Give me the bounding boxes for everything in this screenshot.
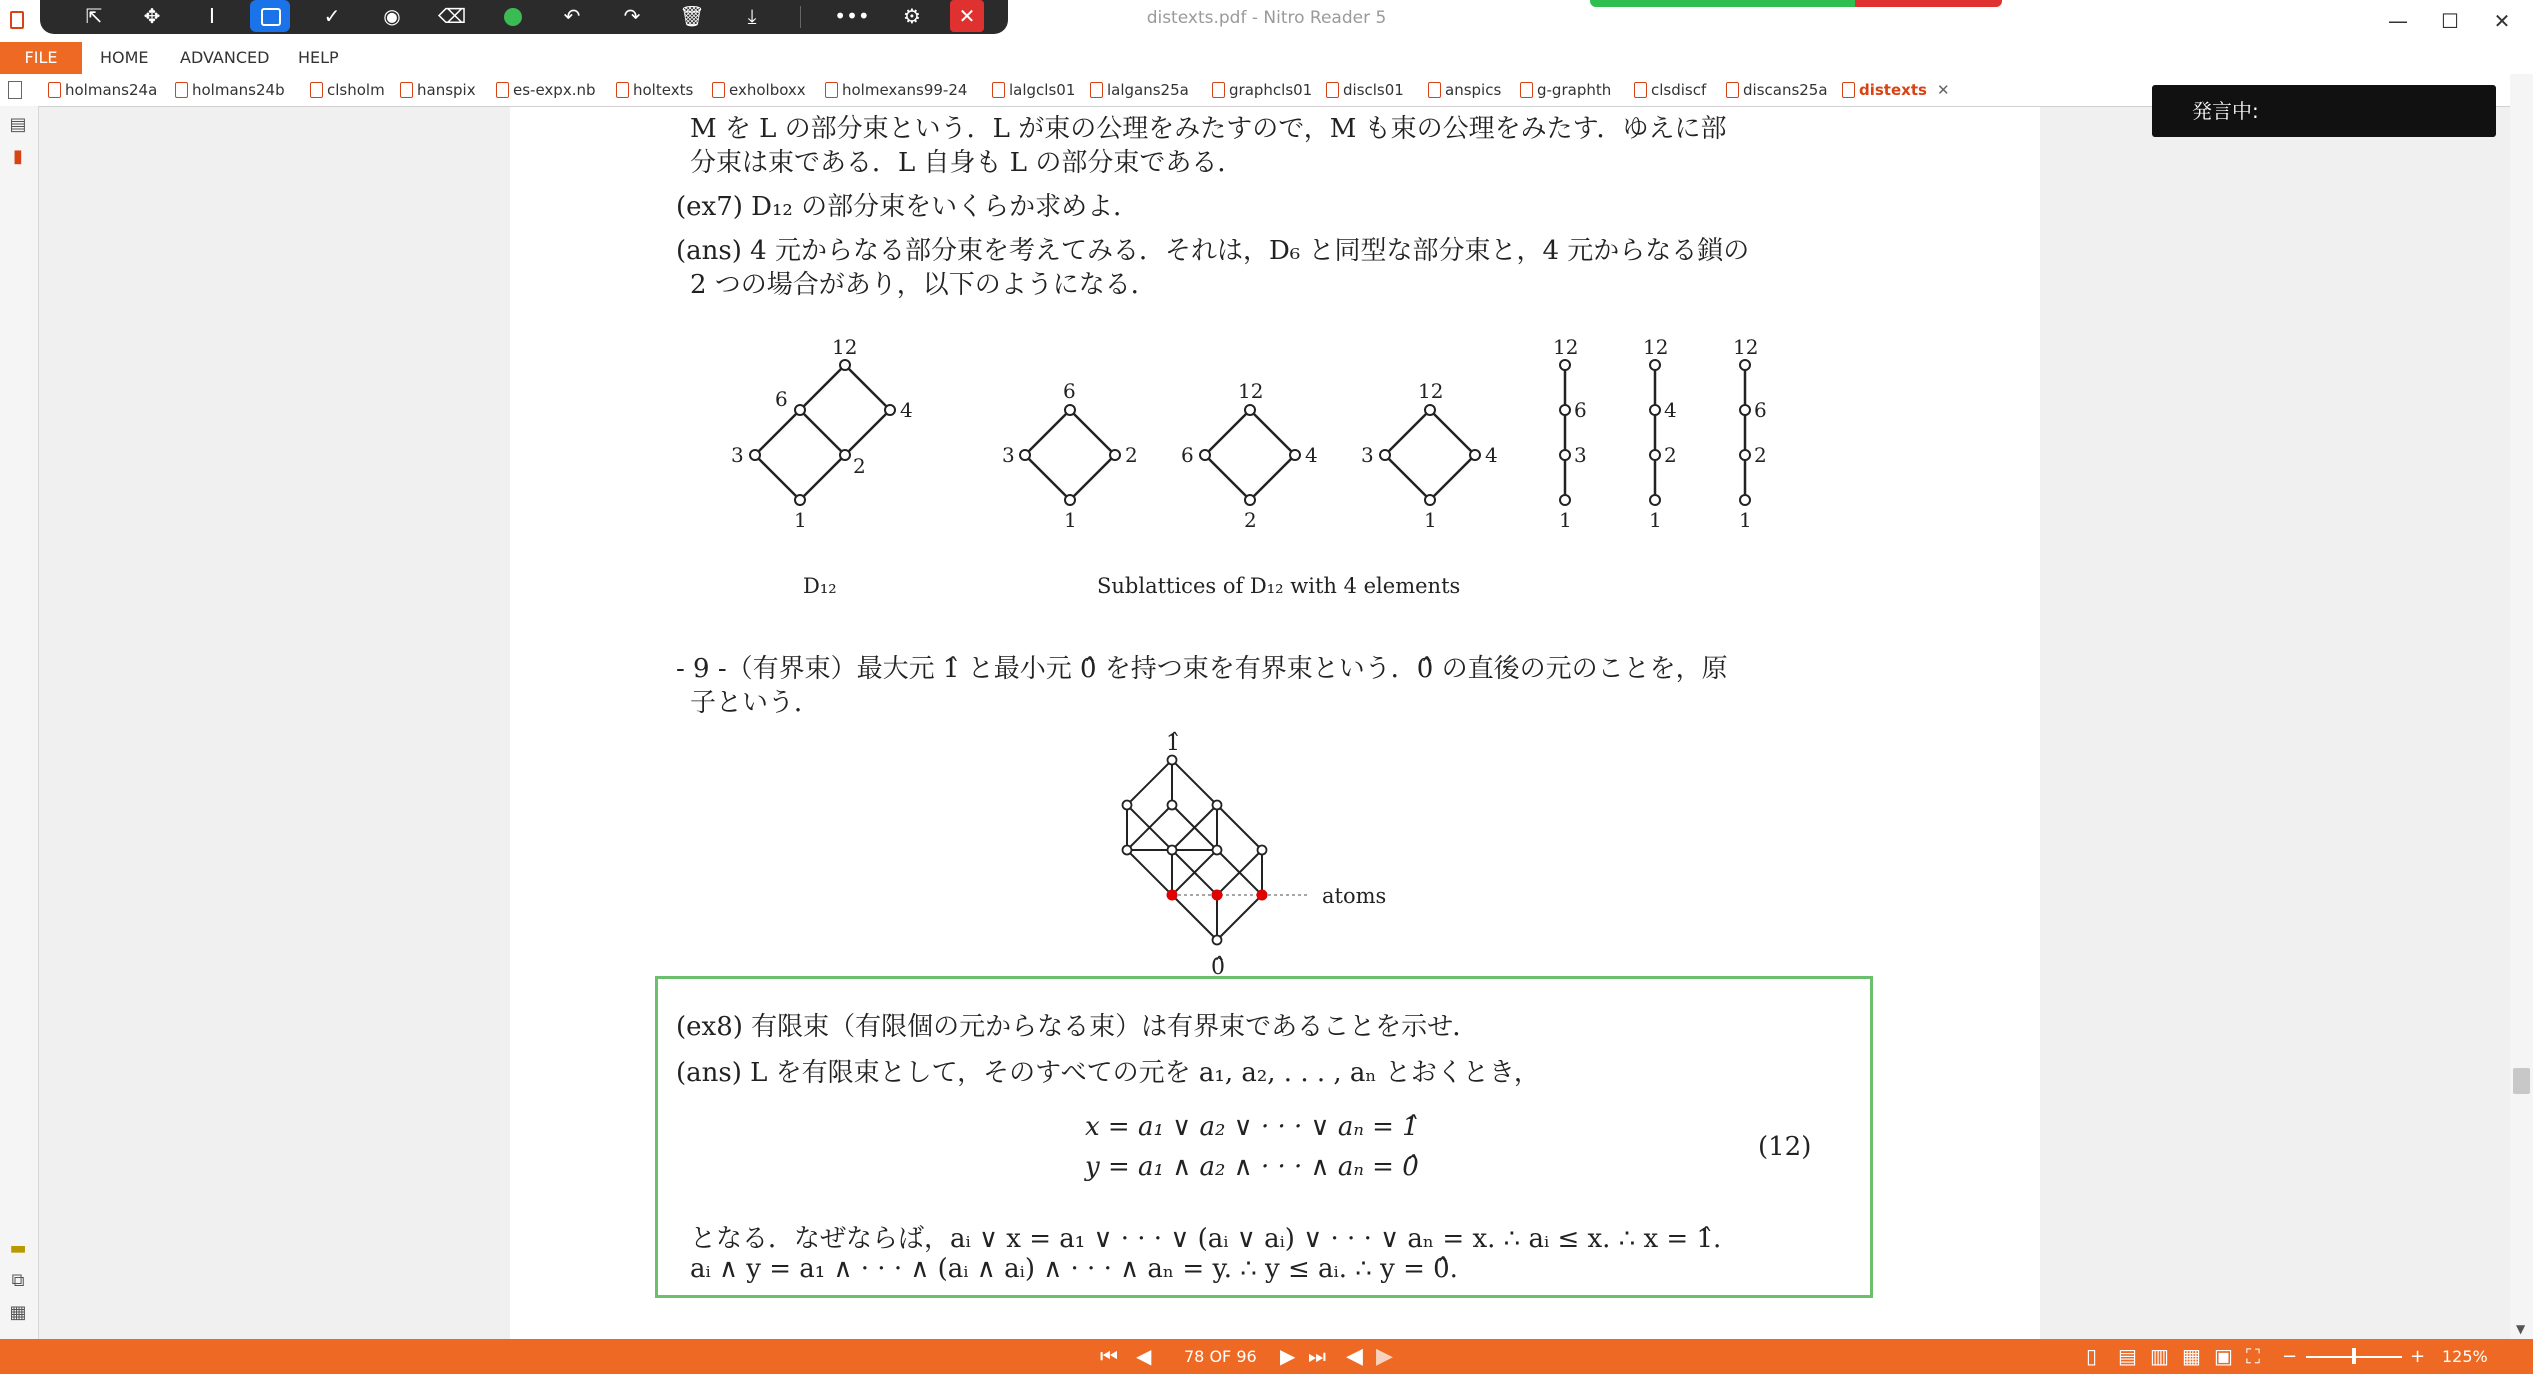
pdf-icon (496, 82, 509, 98)
label-c3-12: 12 (1733, 335, 1759, 359)
zoom-in-button[interactable]: + (2410, 1346, 2426, 1367)
zoom-level[interactable]: 125% (2442, 1347, 2488, 1366)
node-l3-12 (1425, 405, 1435, 415)
progress-red-bar (1855, 0, 2002, 7)
pdf-icon (1842, 82, 1855, 98)
node-d6-6 (1065, 405, 1075, 415)
doc-line-1: M を L の部分束という．L が束の公理をみたすので，M も束の公理をみたす．ゆえに部 (690, 114, 1727, 144)
speech-popup (2152, 85, 2496, 137)
prev-page-icon[interactable]: ◀ (1136, 1344, 1152, 1368)
tab-discls01[interactable]: discls01 (1326, 78, 1404, 102)
label-d12-2: 2 (853, 454, 866, 478)
node-d12-4 (885, 405, 895, 415)
maximize-button[interactable]: ☐ (2441, 9, 2459, 33)
attachments-icon[interactable]: ⧉ (11, 1270, 25, 1291)
menu-file[interactable]: FILE (0, 42, 82, 74)
atom-node (1257, 890, 1268, 901)
tab-discans25a[interactable]: discans25a (1726, 78, 1828, 102)
label-d6-1: 1 (1064, 508, 1077, 532)
pdf-icon (1726, 82, 1739, 98)
node-l2-2 (1245, 495, 1255, 505)
tab-holmans24b[interactable]: holmans24b (175, 78, 285, 102)
node-l3-3 (1380, 450, 1390, 460)
label-c1-3: 3 (1574, 443, 1587, 467)
label-atoms: atoms (1322, 884, 1387, 908)
doc-ans7-line-2: 2 つの場合があり，以下のようになる． (690, 270, 1157, 300)
pdf-icon (1090, 82, 1103, 98)
node-d12-6 (795, 405, 805, 415)
label-l2-12: 12 (1238, 379, 1264, 403)
tab-anspics[interactable]: anspics (1428, 78, 1501, 102)
bounded-lattice-diagram (1110, 720, 1470, 980)
label-c2-1: 1 (1649, 508, 1662, 532)
minimize-button[interactable]: — (2388, 9, 2408, 33)
node-d6-2 (1110, 450, 1120, 460)
atom-node (1167, 890, 1178, 901)
tab-exholboxx[interactable]: exholboxx (712, 78, 806, 102)
pdf-icon (310, 82, 323, 98)
menu-advanced[interactable]: ADVANCED (180, 48, 270, 67)
doc-sec9-line-1: - 9 -（有界束）最大元 1̂ と最小元 0̂ を持つ束を有界束という．0̂ の直後の元のことを，原 (676, 654, 1728, 684)
tab-lalgans25a[interactable]: lalgans25a (1090, 78, 1189, 102)
label-l3-12: 12 (1418, 379, 1444, 403)
node-l2-6 (1200, 450, 1210, 460)
equation-y: y = a₁ ∧ a₂ ∧ · · · ∧ aₙ = 0̂ (1085, 1152, 1419, 1182)
doc-ex8: (ex8) 有限束（有限個の元からなる束）は有界束であることを示せ． (676, 1012, 1479, 1042)
grid-view-icon[interactable]: ▦ (2182, 1344, 2201, 1368)
node-l2-12 (1245, 405, 1255, 415)
tab-lalgcls01[interactable]: lalgcls01 (992, 78, 1075, 102)
next-page-icon[interactable]: ▶ (1280, 1344, 1296, 1368)
zoom-out-button[interactable]: − (2282, 1346, 2298, 1367)
node-d6-1 (1065, 495, 1075, 505)
fit-width-icon[interactable]: ▣ (2214, 1344, 2233, 1368)
single-page-view-icon[interactable]: ▯ (2086, 1344, 2098, 1368)
label-zero-hat: 0̂ (1211, 955, 1225, 980)
caption-d12: D₁₂ (803, 574, 837, 598)
highlight-target-icon[interactable]: ◉ (383, 4, 401, 28)
node-d12-12 (840, 360, 850, 370)
node-d6-3 (1020, 450, 1030, 460)
pdf-icon (48, 82, 61, 98)
label-l2-4: 4 (1305, 443, 1318, 467)
window-title: distexts.pdf - Nitro Reader 5 (1146, 8, 1387, 28)
pdf-icon (1212, 82, 1225, 98)
tab-holmans24a[interactable]: holmans24a (48, 78, 157, 102)
label-c3-6: 6 (1754, 398, 1767, 422)
pdf-icon (992, 82, 1005, 98)
label-c1-6: 6 (1574, 398, 1587, 422)
continuous-view-icon[interactable]: ▤ (2118, 1344, 2137, 1368)
move-icon[interactable]: ✥ (143, 4, 161, 28)
equation-number: (12) (1758, 1132, 1812, 1162)
doc-proof-line-1: となる．なぜならば，aᵢ ∨ x = a₁ ∨ · · · ∨ (aᵢ ∨ aᵢ) ∨ · · · ∨ aₙ = x. ∴ aᵢ ≤ x. ∴ x = 1̂. (690, 1224, 1722, 1254)
undo-icon[interactable]: ↶ (563, 4, 581, 28)
label-d6-6: 6 (1063, 379, 1076, 403)
pdf-icon (175, 82, 188, 98)
pdf-icon (1634, 82, 1647, 98)
label-one-hat: 1̂ (1166, 731, 1180, 756)
equation-x: x = a₁ ∨ a₂ ∨ · · · ∨ aₙ = 1̂ (1085, 1112, 1419, 1142)
comments-icon[interactable]: ▬ (9, 1238, 27, 1259)
pdf-icon (1326, 82, 1339, 98)
zoom-slider-handle[interactable] (2352, 1348, 2356, 1364)
pdf-icon (400, 82, 413, 98)
pdf-icon (712, 82, 725, 98)
atom-node (1212, 890, 1223, 901)
tab-distexts[interactable]: distexts ✕ (1842, 78, 1950, 102)
label-c3-1: 1 (1739, 508, 1752, 532)
layers-icon[interactable]: ▦ (9, 1302, 27, 1323)
tab-g-graphth[interactable]: g-graphth (1520, 78, 1611, 102)
label-c2-12: 12 (1643, 335, 1669, 359)
scrollbar-thumb[interactable] (2513, 1068, 2530, 1094)
facing-view-icon[interactable]: ▥ (2150, 1344, 2169, 1368)
label-d6-2: 2 (1125, 443, 1138, 467)
bookmarks-icon[interactable]: ▤ (9, 114, 27, 135)
toolbar-divider (800, 6, 801, 28)
label-d12-3: 3 (731, 443, 744, 467)
sublattice-diagrams (700, 320, 1840, 570)
label-d6-3: 3 (1002, 443, 1015, 467)
label-l2-6: 6 (1181, 443, 1194, 467)
node-d12-2 (840, 450, 850, 460)
download-icon[interactable]: ⤓ (747, 4, 757, 28)
redo-icon[interactable]: ↷ (623, 4, 641, 28)
tab-graphcls01[interactable]: graphcls01 (1212, 78, 1312, 102)
forward-view-icon[interactable]: ▶ (1376, 1344, 1393, 1369)
checkmark-icon[interactable]: ✓ (323, 4, 341, 28)
label-d12-4: 4 (900, 398, 913, 422)
node-d12-1 (795, 495, 805, 505)
pages-icon[interactable]: ▮ (13, 146, 23, 167)
select-arrow-icon[interactable]: ⇱ (85, 4, 103, 28)
node-l2-4 (1290, 450, 1300, 460)
node-l3-1 (1425, 495, 1435, 505)
page-indicator[interactable]: 78 OF 96 (1184, 1347, 1257, 1366)
doc-sec9-line-2: 子という． (690, 688, 821, 718)
annotation-toolbar (40, 0, 1008, 34)
color-picker-icon[interactable] (490, 0, 534, 34)
pdf-icon (1428, 82, 1441, 98)
eraser-icon[interactable]: ⌫ (437, 4, 467, 28)
tab-hanspix[interactable]: hanspix (400, 78, 476, 102)
pdf-icon (616, 82, 629, 98)
close-window-button[interactable]: ✕ (2493, 9, 2511, 33)
doc-proof-line-2: aᵢ ∧ y = a₁ ∧ · · · ∧ (aᵢ ∧ aᵢ) ∧ · · · ∧ aₙ = y. ∴ y ≤ aᵢ. ∴ y = 0̂. (690, 1254, 1458, 1284)
vertical-scrollbar[interactable] (2510, 74, 2533, 1339)
fullscreen-icon[interactable]: ⛶ (2246, 1344, 2260, 1368)
last-page-icon[interactable]: ⏭ (1308, 1344, 1326, 1368)
menu-home[interactable]: HOME (100, 48, 149, 67)
more-icon[interactable]: ••• (834, 4, 870, 28)
doc-ans8: (ans) L を有限束として，そのすべての元を a₁, a₂, . . . , aₙ とおくとき， (676, 1058, 1540, 1088)
trash-icon[interactable]: 🗑 (679, 4, 705, 28)
tab-holtexts[interactable]: holtexts (616, 78, 693, 102)
label-c3-2: 2 (1754, 443, 1767, 467)
speech-label: 発言中: (2192, 99, 2259, 123)
menu-help[interactable]: HELP (298, 48, 339, 67)
menu-bar (0, 42, 2533, 74)
label-d12-1: 1 (794, 508, 807, 532)
tab-holmexans99-24[interactable]: holmexans99-24 (825, 78, 967, 102)
tab-clsdiscf[interactable]: clsdiscf (1634, 78, 1706, 102)
label-d12-12: 12 (832, 335, 858, 359)
label-l3-1: 1 (1424, 508, 1437, 532)
label-l2-2: 2 (1244, 508, 1257, 532)
node-d12-3 (750, 450, 760, 460)
progress-green-bar (1590, 0, 1855, 7)
scroll-down-icon[interactable]: ▼ (2516, 1322, 2526, 1336)
label-c2-4: 4 (1664, 398, 1677, 422)
doc-ans7-line-1: (ans) 4 元からなる部分束を考えてみる．それは，D₆ と同型な部分束と，4 元からなる鎖の (676, 236, 1750, 266)
label-l3-3: 3 (1361, 443, 1374, 467)
label-c2-2: 2 (1664, 443, 1677, 467)
caption-sublattices: Sublattices of D₁₂ with 4 elements (1097, 574, 1461, 598)
label-c1-12: 12 (1553, 335, 1579, 359)
tab-clsholm[interactable]: clsholm (310, 78, 385, 102)
left-sidebar (0, 106, 39, 1339)
first-page-icon[interactable]: ⏮ (1100, 1344, 1118, 1368)
back-view-icon[interactable]: ◀ (1346, 1344, 1363, 1369)
page-icon[interactable] (8, 81, 22, 99)
pdf-icon (825, 82, 838, 98)
pdf-icon (1520, 82, 1533, 98)
label-d12-6: 6 (775, 387, 788, 411)
status-bar (0, 1339, 2533, 1374)
close-tab-icon[interactable]: ✕ (1936, 81, 1950, 99)
rectangle-tool-icon[interactable] (250, 0, 290, 32)
user-settings-icon[interactable]: ⚙ (903, 4, 921, 28)
doc-ex7: (ex7) D₁₂ の部分束をいくらか求めよ． (676, 192, 1140, 222)
tab-es-expx[interactable]: es-expx.nb (496, 78, 596, 102)
doc-line-2: 分束は束である．L 自身も L の部分束である． (690, 148, 1244, 178)
close-toolbar-icon[interactable]: ✕ (950, 0, 984, 32)
label-c1-1: 1 (1559, 508, 1572, 532)
label-l3-4: 4 (1485, 443, 1498, 467)
text-cursor-icon[interactable]: I (209, 4, 215, 28)
node-l3-4 (1470, 450, 1480, 460)
